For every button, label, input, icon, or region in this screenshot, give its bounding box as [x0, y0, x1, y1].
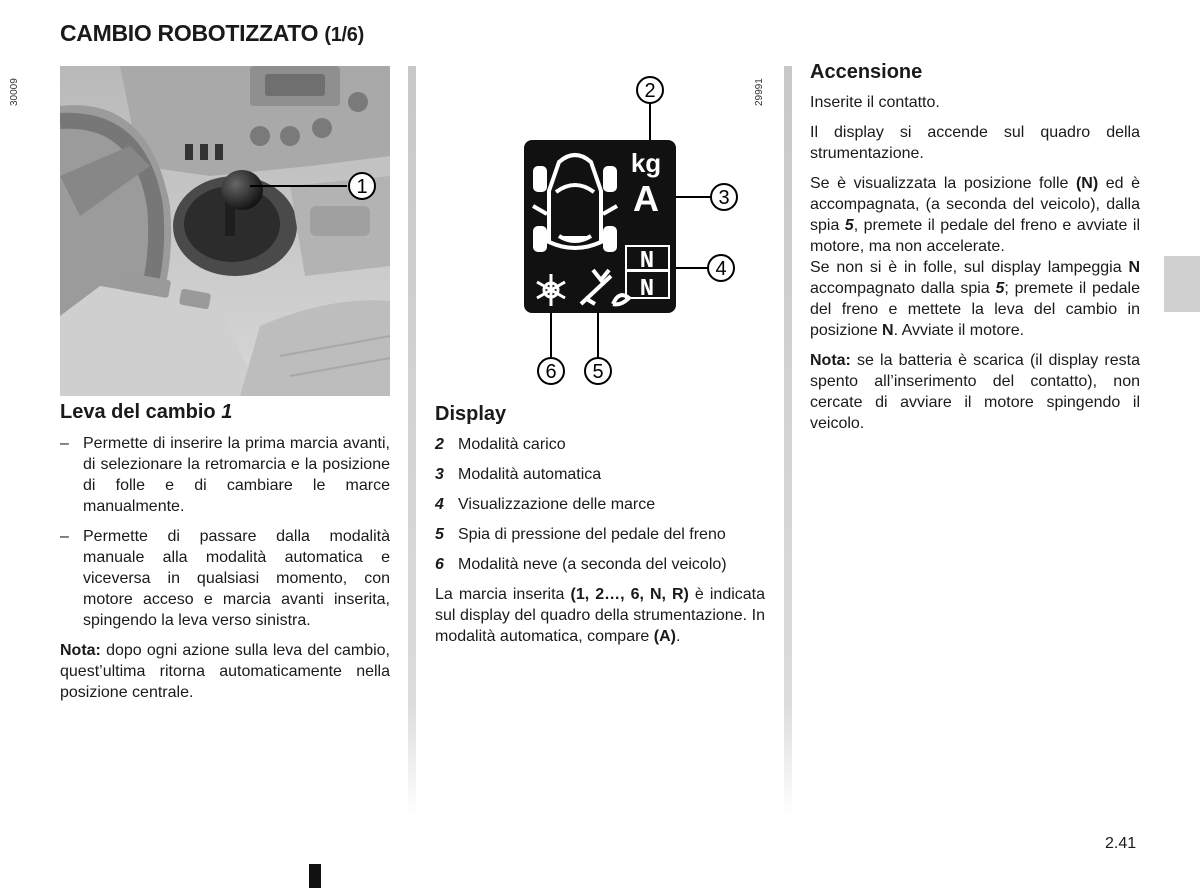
p3-j: ; premete il pedale del freno e mettete la leva del cambio in posizione — [810, 280, 1140, 339]
p3-e: , premete il pedale del freno e avviate il motore, ma non accelerate. — [810, 217, 1141, 255]
column-middle — [435, 66, 765, 656]
page-number: 2.41 — [1105, 835, 1137, 852]
ignition-p3 — [810, 173, 1140, 341]
p3-k: N — [882, 322, 894, 339]
gear-lever-illustration — [60, 66, 390, 396]
legend-text: Spia di pressione del pedale del freno — [458, 526, 726, 543]
column-left — [9, 66, 390, 712]
callout-2 — [637, 77, 663, 103]
display-para-mid: è indicata sul display del quadro della strumentazione. In modalità automatica, compare — [435, 586, 766, 645]
callout-5 — [585, 358, 611, 384]
load-mode-label: kg — [630, 148, 662, 178]
legend-item — [435, 434, 765, 455]
column-divider-right — [784, 66, 792, 816]
display-heading: Display — [435, 403, 507, 425]
callout-4-label: 4 — [715, 258, 727, 280]
page-title — [60, 20, 364, 47]
display-paragraph — [435, 584, 765, 647]
p3-f: Se non si è in folle, sul display lampeggia — [810, 259, 1129, 276]
ignition-p1: Inserite il contatto. — [810, 94, 940, 111]
ignition-p2: Il display si accende sul quadro della strumentazione. — [810, 124, 1140, 162]
callout-3-label: 3 — [718, 187, 730, 209]
legend-num: 6 — [435, 556, 444, 573]
legend-num: 3 — [435, 466, 444, 483]
callout-5-label: 5 — [592, 361, 604, 383]
auto-mode-label: A — [633, 178, 659, 219]
crop-mark — [309, 864, 321, 888]
legend-text: Modalità automatica — [458, 466, 602, 483]
legend-item — [435, 494, 765, 515]
column-right — [810, 60, 1140, 443]
lever-list — [60, 433, 390, 631]
legend-num: 4 — [435, 496, 444, 513]
section-tab — [1164, 256, 1200, 312]
gear-display-bottom: N — [639, 276, 655, 303]
callout-4 — [708, 255, 734, 281]
display-para-gears: (1, 2…, 6, N, R) — [570, 586, 689, 603]
p3-l: . Avviate il motore. — [893, 322, 1025, 339]
display-legend — [435, 434, 765, 575]
gear-lever-photo — [9, 66, 390, 396]
legend-num: 5 — [435, 526, 444, 543]
image-ref-left: 30009 — [9, 78, 20, 106]
image-ref-middle: 29991 — [754, 78, 765, 106]
gear-display-top: N — [639, 248, 655, 275]
display-para-end: . — [676, 628, 681, 645]
p3-b: (N) — [1075, 175, 1099, 192]
legend-item — [435, 554, 765, 575]
note-text: dopo ogni azione sulla leva del cambio, quest’ultima ritorna automaticamente nella posizione centrale. — [60, 642, 390, 701]
lever-heading — [60, 400, 390, 424]
ignition-note — [810, 350, 1140, 434]
list-item: – Permette di passare dalla modalità manuale alla modalità automatica e viceversa in qualsiasi momento, con motore acceso e marcia avanti inserita, spingendo la leva verso sinistra. — [60, 526, 390, 631]
display-para-pre: La marcia inserita — [435, 586, 571, 603]
page-title-text: CAMBIO ROBOTIZZATO — [60, 20, 319, 46]
page-title-part: (1/6) — [324, 24, 364, 46]
p3-a: Se è visualizzata la posizione folle — [810, 175, 1076, 192]
p3-d: 5 — [844, 217, 854, 234]
callout-6 — [538, 358, 564, 384]
lever-note — [60, 640, 390, 703]
legend-text: Modalità neve (a seconda del veicolo) — [458, 556, 727, 573]
lever-heading-ref: 1 — [221, 401, 233, 423]
legend-text: Visualizzazione delle marce — [458, 496, 656, 513]
p3-h: accompagnato dalla spia — [810, 280, 996, 297]
note-label: Nota: — [60, 642, 101, 659]
note-text: se la batteria è scarica (il display resta spento all’inserimento del contatto), non cercate di avviare il motore spingendo il veicolo. — [810, 352, 1140, 432]
p3-g: N — [1128, 259, 1140, 276]
column-divider-left — [408, 66, 416, 816]
lever-heading-text: Leva del cambio — [60, 401, 216, 423]
list-item: – Permette di inserire la prima marcia avanti, di selezionare la retromarcia e la posizione di folle e di cambiare le marce manualmente. — [60, 433, 390, 517]
callout-2-label: 2 — [644, 80, 656, 102]
legend-item — [435, 464, 765, 485]
note-label: Nota: — [810, 352, 851, 369]
p3-i: 5 — [995, 280, 1005, 297]
legend-text: Modalità carico — [458, 436, 566, 453]
callout-3 — [711, 184, 737, 210]
ignition-heading: Accensione — [810, 61, 923, 83]
legend-num: 2 — [435, 436, 444, 453]
legend-item — [435, 524, 765, 545]
p3-c: ed è accompagnata, (a seconda del veicolo), dalla spia — [810, 175, 1140, 234]
callout-1-label: 1 — [356, 176, 368, 198]
instrument-display-illustration — [435, 66, 765, 396]
display-para-mode: (A) — [653, 628, 676, 645]
callout-6-label: 6 — [545, 361, 557, 383]
display-diagram — [435, 66, 765, 396]
